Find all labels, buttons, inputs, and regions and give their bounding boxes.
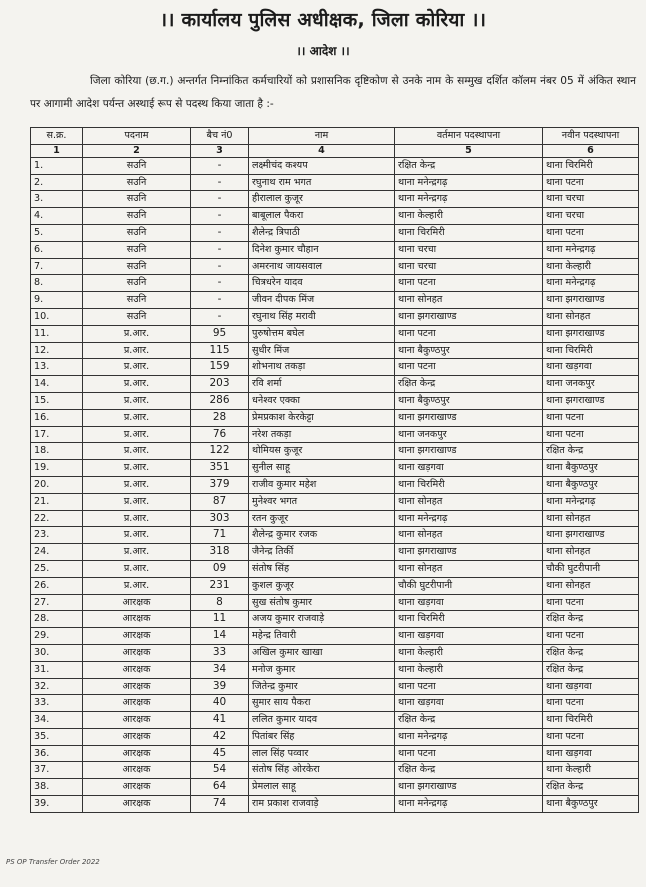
serial-cell: 1. (31, 157, 83, 174)
table-row (31, 476, 639, 493)
new-posting-cell: थाना चिरमिरी (543, 712, 639, 729)
name-cell: मनोज कुमार (249, 661, 395, 678)
post-cell: प्र.आर. (83, 527, 191, 544)
new-posting-cell: थाना पटना (543, 628, 639, 645)
new-posting-cell: रक्षित केन्द्र (543, 644, 639, 661)
current-posting-cell: चौकी घुटरीपानी (395, 577, 543, 594)
serial-cell: 19. (31, 460, 83, 477)
badge-number-cell: - (191, 292, 249, 309)
post-cell: आरक्षक (83, 779, 191, 796)
new-posting-cell: थाना चरचा (543, 208, 639, 225)
post-cell: सउनि (83, 241, 191, 258)
table-row (31, 443, 639, 460)
new-posting-cell: थाना मनेन्द्रगढ़ (543, 241, 639, 258)
current-posting-cell: थाना सोनहत (395, 560, 543, 577)
badge-number-cell: 09 (191, 560, 249, 577)
name-cell: रतन कुजूर (249, 510, 395, 527)
current-posting-cell: थाना चरचा (395, 258, 543, 275)
table-row (31, 762, 639, 779)
serial-cell: 16. (31, 409, 83, 426)
post-cell: प्र.आर. (83, 392, 191, 409)
column-header-name: नाम (249, 128, 395, 145)
table-row (31, 191, 639, 208)
badge-number-cell: - (191, 308, 249, 325)
serial-cell: 5. (31, 224, 83, 241)
badge-number-cell: 379 (191, 476, 249, 493)
current-posting-cell: थाना खड़गवा (395, 695, 543, 712)
post-cell: आरक्षक (83, 728, 191, 745)
serial-cell: 37. (31, 762, 83, 779)
serial-cell: 35. (31, 728, 83, 745)
serial-cell: 4. (31, 208, 83, 225)
column-number: 6 (543, 144, 639, 157)
post-cell: आरक्षक (83, 644, 191, 661)
badge-number-cell: 71 (191, 527, 249, 544)
table-row (31, 661, 639, 678)
badge-number-cell: 40 (191, 695, 249, 712)
name-cell: कुशल कुजूर (249, 577, 395, 594)
name-cell: शोभनाथ तकड़ा (249, 359, 395, 376)
new-posting-cell: रक्षित केन्द्र (543, 779, 639, 796)
column-header-new-posting: नवीन पदस्थापना (543, 128, 639, 145)
current-posting-cell: थाना चिरमिरी (395, 476, 543, 493)
serial-cell: 14. (31, 376, 83, 393)
new-posting-cell: थाना चिरमिरी (543, 342, 639, 359)
new-posting-cell: थाना खड़गवा (543, 359, 639, 376)
post-cell: सउनि (83, 174, 191, 191)
new-posting-cell: थाना सोनहत (543, 577, 639, 594)
name-cell: लक्ष्मीचंद कश्यप (249, 157, 395, 174)
post-cell: प्र.आर. (83, 443, 191, 460)
table-row (31, 392, 639, 409)
serial-cell: 17. (31, 426, 83, 443)
post-cell: आरक्षक (83, 695, 191, 712)
table-row (31, 695, 639, 712)
column-number: 2 (83, 144, 191, 157)
badge-number-cell: 74 (191, 796, 249, 813)
badge-number-cell: 45 (191, 745, 249, 762)
post-cell: प्र.आर. (83, 325, 191, 342)
current-posting-cell: थाना सोनहत (395, 527, 543, 544)
badge-number-cell: 95 (191, 325, 249, 342)
table-row (31, 275, 639, 292)
badge-number-cell: - (191, 241, 249, 258)
table-row (31, 174, 639, 191)
name-cell: धनेश्वर एक्का (249, 392, 395, 409)
current-posting-cell: थाना मनेन्द्रगढ़ (395, 796, 543, 813)
post-cell: प्र.आर. (83, 544, 191, 561)
name-cell: सुधीर मिंज (249, 342, 395, 359)
post-cell: प्र.आर. (83, 560, 191, 577)
post-cell: सउनि (83, 275, 191, 292)
current-posting-cell: थाना मनेन्द्रगढ़ (395, 728, 543, 745)
new-posting-cell: थाना झगराखाण्ड (543, 325, 639, 342)
badge-number-cell: - (191, 208, 249, 225)
current-posting-cell: थाना झगराखाण्ड (395, 443, 543, 460)
table-row (31, 544, 639, 561)
table-row (31, 460, 639, 477)
post-cell: प्र.आर. (83, 409, 191, 426)
current-posting-cell: थाना खड़गवा (395, 594, 543, 611)
badge-number-cell: 41 (191, 712, 249, 729)
name-cell: अजय कुमार राजवाड़े (249, 611, 395, 628)
column-number: 3 (191, 144, 249, 157)
new-posting-cell: थाना पटना (543, 594, 639, 611)
name-cell: नरेश तकड़ा (249, 426, 395, 443)
current-posting-cell: रक्षित केन्द्र (395, 376, 543, 393)
table-header-row (31, 128, 639, 145)
new-posting-cell: थाना खड़गवा (543, 678, 639, 695)
serial-cell: 20. (31, 476, 83, 493)
serial-cell: 34. (31, 712, 83, 729)
post-cell: प्र.आर. (83, 510, 191, 527)
table-row (31, 611, 639, 628)
current-posting-cell: थाना खड़गवा (395, 460, 543, 477)
table-row (31, 376, 639, 393)
new-posting-cell: थाना केल्हारी (543, 762, 639, 779)
serial-cell: 30. (31, 644, 83, 661)
badge-number-cell: 28 (191, 409, 249, 426)
current-posting-cell: थाना बैकुण्ठपुर (395, 342, 543, 359)
serial-cell: 39. (31, 796, 83, 813)
current-posting-cell: थाना चिरमिरी (395, 611, 543, 628)
post-cell: प्र.आर. (83, 476, 191, 493)
current-posting-cell: रक्षित केन्द्र (395, 762, 543, 779)
post-cell: आरक्षक (83, 611, 191, 628)
name-cell: राजीव कुमार महेश (249, 476, 395, 493)
badge-number-cell: 42 (191, 728, 249, 745)
post-cell: सउनि (83, 308, 191, 325)
table-row (31, 342, 639, 359)
new-posting-cell: थाना चरचा (543, 191, 639, 208)
post-cell: प्र.आर. (83, 359, 191, 376)
table-row (31, 745, 639, 762)
post-cell: आरक्षक (83, 796, 191, 813)
column-number-row (31, 144, 639, 157)
serial-cell: 25. (31, 560, 83, 577)
serial-cell: 21. (31, 493, 83, 510)
table-row (31, 527, 639, 544)
new-posting-cell: रक्षित केन्द्र (543, 661, 639, 678)
new-posting-cell: थाना बैकुण्ठपुर (543, 460, 639, 477)
serial-cell: 15. (31, 392, 83, 409)
table-row (31, 359, 639, 376)
badge-number-cell: 122 (191, 443, 249, 460)
name-cell: संतोष सिंह (249, 560, 395, 577)
post-cell: सउनि (83, 224, 191, 241)
table-row (31, 157, 639, 174)
badge-number-cell: 76 (191, 426, 249, 443)
current-posting-cell: रक्षित केन्द्र (395, 712, 543, 729)
new-posting-cell: थाना झगराखाण्ड (543, 392, 639, 409)
badge-number-cell: 231 (191, 577, 249, 594)
name-cell: रघुनाथ सिंह मरावी (249, 308, 395, 325)
current-posting-cell: रक्षित केन्द्र (395, 157, 543, 174)
post-cell: आरक्षक (83, 661, 191, 678)
badge-number-cell: 39 (191, 678, 249, 695)
serial-cell: 2. (31, 174, 83, 191)
current-posting-cell: थाना मनेन्द्रगढ़ (395, 510, 543, 527)
post-cell: सउनि (83, 292, 191, 309)
table-row (31, 325, 639, 342)
current-posting-cell: थाना पटना (395, 325, 543, 342)
name-cell: प्रेमलाल साहू (249, 779, 395, 796)
name-cell: चित्रधरेन यादव (249, 275, 395, 292)
new-posting-cell: रक्षित केन्द्र (543, 443, 639, 460)
badge-number-cell: - (191, 275, 249, 292)
new-posting-cell: थाना सोनहत (543, 544, 639, 561)
post-cell: आरक्षक (83, 745, 191, 762)
name-cell: जैनेन्द्र तिर्की (249, 544, 395, 561)
table-row (31, 728, 639, 745)
serial-cell: 27. (31, 594, 83, 611)
table-row (31, 712, 639, 729)
badge-number-cell: 8 (191, 594, 249, 611)
current-posting-cell: थाना केल्हारी (395, 661, 543, 678)
new-posting-cell: थाना पटना (543, 426, 639, 443)
office-title: ।। कार्यालय पुलिस अधीक्षक, जिला कोरिया ।। (159, 9, 487, 31)
serial-cell: 28. (31, 611, 83, 628)
badge-number-cell: 318 (191, 544, 249, 561)
name-cell: सुमार साय पैकरा (249, 695, 395, 712)
name-cell: जितेन्द्र कुमार (249, 678, 395, 695)
name-cell: लाल सिंह पव्वार (249, 745, 395, 762)
current-posting-cell: थाना चरचा (395, 241, 543, 258)
serial-cell: 24. (31, 544, 83, 561)
table-row (31, 409, 639, 426)
serial-cell: 33. (31, 695, 83, 712)
name-cell: सुख संतोष कुमार (249, 594, 395, 611)
new-posting-cell: चौकी घुटरीपानी (543, 560, 639, 577)
badge-number-cell: 33 (191, 644, 249, 661)
serial-cell: 9. (31, 292, 83, 309)
post-cell: सउनि (83, 258, 191, 275)
current-posting-cell: थाना पटना (395, 678, 543, 695)
badge-number-cell: - (191, 157, 249, 174)
new-posting-cell: थाना मनेन्द्रगढ़ (543, 493, 639, 510)
serial-cell: 22. (31, 510, 83, 527)
serial-cell: 12. (31, 342, 83, 359)
new-posting-cell: थाना केल्हारी (543, 258, 639, 275)
table-row (31, 644, 639, 661)
column-header-serial: स.क्र. (31, 128, 83, 145)
name-cell: अखिल कुमार खाखा (249, 644, 395, 661)
table-row (31, 779, 639, 796)
name-cell: संतोष सिंह ओरकेरा (249, 762, 395, 779)
current-posting-cell: थाना झगराखाण्ड (395, 544, 543, 561)
post-cell: प्र.आर. (83, 342, 191, 359)
current-posting-cell: थाना झगराखाण्ड (395, 409, 543, 426)
new-posting-cell: थाना पटना (543, 728, 639, 745)
current-posting-cell: थाना पटना (395, 275, 543, 292)
post-cell: सउनि (83, 191, 191, 208)
name-cell: अमरनाथ जायसवाल (249, 258, 395, 275)
serial-cell: 7. (31, 258, 83, 275)
name-cell: शैलेन्द्र कुमार रजक (249, 527, 395, 544)
serial-cell: 13. (31, 359, 83, 376)
post-cell: आरक्षक (83, 628, 191, 645)
post-cell: आरक्षक (83, 594, 191, 611)
table-row (31, 426, 639, 443)
table-body (31, 157, 639, 812)
current-posting-cell: थाना मनेन्द्रगढ़ (395, 191, 543, 208)
post-cell: प्र.आर. (83, 493, 191, 510)
table-row (31, 577, 639, 594)
post-cell: सउनि (83, 157, 191, 174)
post-cell: प्र.आर. (83, 376, 191, 393)
badge-number-cell: - (191, 258, 249, 275)
current-posting-cell: थाना पटना (395, 359, 543, 376)
name-cell: पितांबर सिंह (249, 728, 395, 745)
badge-number-cell: - (191, 191, 249, 208)
name-cell: मुनेश्वर भगत (249, 493, 395, 510)
current-posting-cell: थाना पटना (395, 745, 543, 762)
current-posting-cell: थाना सोनहत (395, 493, 543, 510)
name-cell: ललित कुमार यादव (249, 712, 395, 729)
serial-cell: 31. (31, 661, 83, 678)
table-row (31, 628, 639, 645)
badge-number-cell: 64 (191, 779, 249, 796)
new-posting-cell: थाना पटना (543, 409, 639, 426)
badge-number-cell: - (191, 174, 249, 191)
post-cell: प्र.आर. (83, 426, 191, 443)
table-row (31, 493, 639, 510)
badge-number-cell: 11 (191, 611, 249, 628)
serial-cell: 10. (31, 308, 83, 325)
footer-caption: PS OP Transfer Order 2022 (6, 858, 100, 866)
column-header-badge: बैच नं0 (191, 128, 249, 145)
current-posting-cell: थाना केल्हारी (395, 208, 543, 225)
current-posting-cell: थाना मनेन्द्रगढ़ (395, 174, 543, 191)
new-posting-cell: थाना पटना (543, 174, 639, 191)
table-row (31, 594, 639, 611)
new-posting-cell: थाना खड़गवा (543, 745, 639, 762)
name-cell: दिनेश कुमार चौहान (249, 241, 395, 258)
column-number: 1 (31, 144, 83, 157)
new-posting-cell: थाना पटना (543, 224, 639, 241)
post-cell: आरक्षक (83, 678, 191, 695)
current-posting-cell: थाना केल्हारी (395, 644, 543, 661)
name-cell: रघुनाथ राम भगत (249, 174, 395, 191)
badge-number-cell: 286 (191, 392, 249, 409)
name-cell: शैलेन्द्र त्रिपाठी (249, 224, 395, 241)
badge-number-cell: 115 (191, 342, 249, 359)
serial-cell: 3. (31, 191, 83, 208)
new-posting-cell: थाना चिरमिरी (543, 157, 639, 174)
new-posting-cell: थाना बैकुण्ठपुर (543, 796, 639, 813)
new-posting-cell: रक्षित केन्द्र (543, 611, 639, 628)
new-posting-cell: थाना पटना (543, 695, 639, 712)
table-row (31, 224, 639, 241)
new-posting-cell: थाना बैकुण्ठपुर (543, 476, 639, 493)
serial-cell: 32. (31, 678, 83, 695)
new-posting-cell: थाना मनेन्द्रगढ़ (543, 275, 639, 292)
name-cell: बाबूलाल पैकरा (249, 208, 395, 225)
column-header-post: पदनाम (83, 128, 191, 145)
table-row (31, 678, 639, 695)
name-cell: महेन्द्र तिवारी (249, 628, 395, 645)
serial-cell: 26. (31, 577, 83, 594)
post-cell: आरक्षक (83, 712, 191, 729)
serial-cell: 6. (31, 241, 83, 258)
table-row (31, 308, 639, 325)
post-cell: आरक्षक (83, 762, 191, 779)
new-posting-cell: थाना जनकपुर (543, 376, 639, 393)
name-cell: प्रेमप्रकाश केरकेट्टा (249, 409, 395, 426)
name-cell: पुरुषोत्तम बघेल (249, 325, 395, 342)
serial-cell: 36. (31, 745, 83, 762)
new-posting-cell: थाना झगराखाण्ड (543, 527, 639, 544)
serial-cell: 11. (31, 325, 83, 342)
current-posting-cell: थाना सोनहत (395, 292, 543, 309)
current-posting-cell: थाना झगराखाण्ड (395, 779, 543, 796)
badge-number-cell: - (191, 224, 249, 241)
table-row (31, 796, 639, 813)
table-row (31, 560, 639, 577)
name-cell: रवि शर्मा (249, 376, 395, 393)
name-cell: थोमियस कुजूर (249, 443, 395, 460)
table-row (31, 510, 639, 527)
current-posting-cell: थाना झगराखाण्ड (395, 308, 543, 325)
post-cell: प्र.आर. (83, 460, 191, 477)
serial-cell: 29. (31, 628, 83, 645)
badge-number-cell: 34 (191, 661, 249, 678)
table-row (31, 258, 639, 275)
serial-cell: 8. (31, 275, 83, 292)
name-cell: जीवन दीपक मिंज (249, 292, 395, 309)
table-row (31, 208, 639, 225)
order-heading: ।। आदेश ।। (296, 44, 350, 58)
column-header-current-posting: वर्तमान पदस्थापना (395, 128, 543, 145)
serial-cell: 38. (31, 779, 83, 796)
serial-cell: 23. (31, 527, 83, 544)
table-row (31, 292, 639, 309)
new-posting-cell: थाना सोनहत (543, 308, 639, 325)
post-cell: प्र.आर. (83, 577, 191, 594)
current-posting-cell: थाना बैकुण्ठपुर (395, 392, 543, 409)
badge-number-cell: 351 (191, 460, 249, 477)
current-posting-cell: थाना खड़गवा (395, 628, 543, 645)
badge-number-cell: 159 (191, 359, 249, 376)
badge-number-cell: 87 (191, 493, 249, 510)
new-posting-cell: थाना सोनहत (543, 510, 639, 527)
current-posting-cell: थाना चिरमिरी (395, 224, 543, 241)
badge-number-cell: 54 (191, 762, 249, 779)
badge-number-cell: 14 (191, 628, 249, 645)
name-cell: सुनील साहू (249, 460, 395, 477)
badge-number-cell: 303 (191, 510, 249, 527)
order-intro-text: जिला कोरिया (छ.ग.) अन्तर्गत निम्नांकित कर्मचारियों को प्रशासनिक दृष्टिकोण से उनके नाम के सम्मुख दर्शित कॉलम नंबर 05 में अंकित स्थान पर आगामी आदेश पर्यन्त अस्थाई रूप से पदस्थ किया जाता है :- (30, 75, 636, 110)
badge-number-cell: 203 (191, 376, 249, 393)
name-cell: हीरालाल कुजूर (249, 191, 395, 208)
column-number: 5 (395, 144, 543, 157)
transfer-table (30, 127, 639, 813)
serial-cell: 18. (31, 443, 83, 460)
name-cell: राम प्रकाश राजवाड़े (249, 796, 395, 813)
post-cell: सउनि (83, 208, 191, 225)
table-row (31, 241, 639, 258)
new-posting-cell: थाना झगराखाण्ड (543, 292, 639, 309)
column-number: 4 (249, 144, 395, 157)
current-posting-cell: थाना जनकपुर (395, 426, 543, 443)
